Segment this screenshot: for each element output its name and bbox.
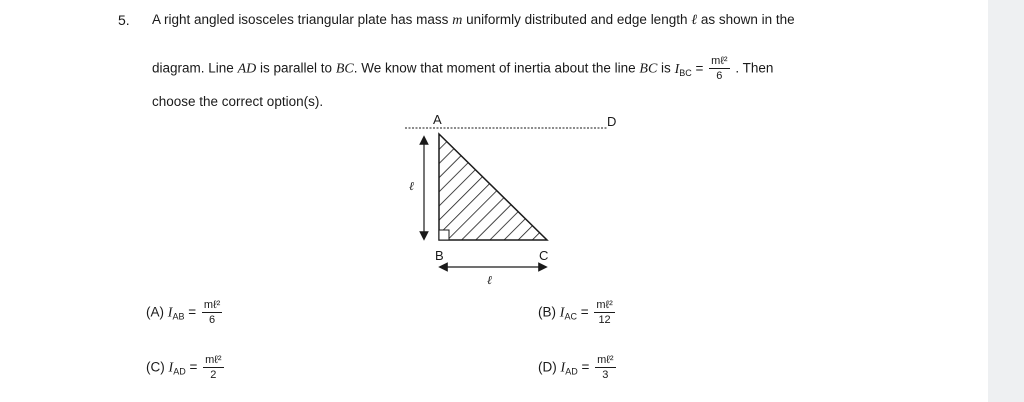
- triangle-diagram: [395, 108, 617, 288]
- label-b: B: [435, 248, 444, 263]
- scroll-gutter: [988, 0, 1024, 402]
- given-fraction: $\frac{\text{mℓ²}}{6}$: [711, 55, 728, 82]
- option-c[interactable]: (C) $I_{AD}$ = $\frac{\text{mℓ²}}{2}$: [146, 354, 222, 381]
- question-line-3: choose the correct option(s).: [152, 94, 324, 109]
- label-c: C: [539, 248, 549, 263]
- option-a[interactable]: (A) $I_{AB}$ = $\frac{\text{mℓ²}}{6}$: [146, 299, 221, 326]
- length-symbol: ℓ: [691, 13, 698, 28]
- label-d: D: [607, 114, 617, 129]
- question-line-2: diagram. Line AD is parallel to BC. We know that moment of inertia about the line BC is $I_{BC}$ = $\frac{\text{mℓ²}}{6}$ . Then: [152, 55, 774, 82]
- question-line-1: A right angled isosceles triangular plate has mass m uniformly distributed and edge length ℓ as shown in the: [152, 12, 795, 28]
- triangle-plate: [439, 134, 547, 240]
- label-horizontal-length: ℓ: [487, 273, 492, 287]
- question-number: 5.: [118, 12, 130, 28]
- right-angle-mark: [439, 230, 449, 240]
- option-d[interactable]: (D) $I_{AD}$ = $\frac{\text{mℓ²}}{3}$: [538, 354, 614, 381]
- option-b[interactable]: (B) $I_{AC}$ = $\frac{\text{mℓ²}}{12}$: [538, 299, 613, 326]
- label-vertical-length: ℓ: [409, 179, 414, 193]
- label-a: A: [433, 112, 442, 127]
- mass-symbol: m: [452, 13, 463, 28]
- given-moment-of-inertia: $I_{BC}$ = $\frac{\text{mℓ²}}{6}$: [674, 55, 728, 82]
